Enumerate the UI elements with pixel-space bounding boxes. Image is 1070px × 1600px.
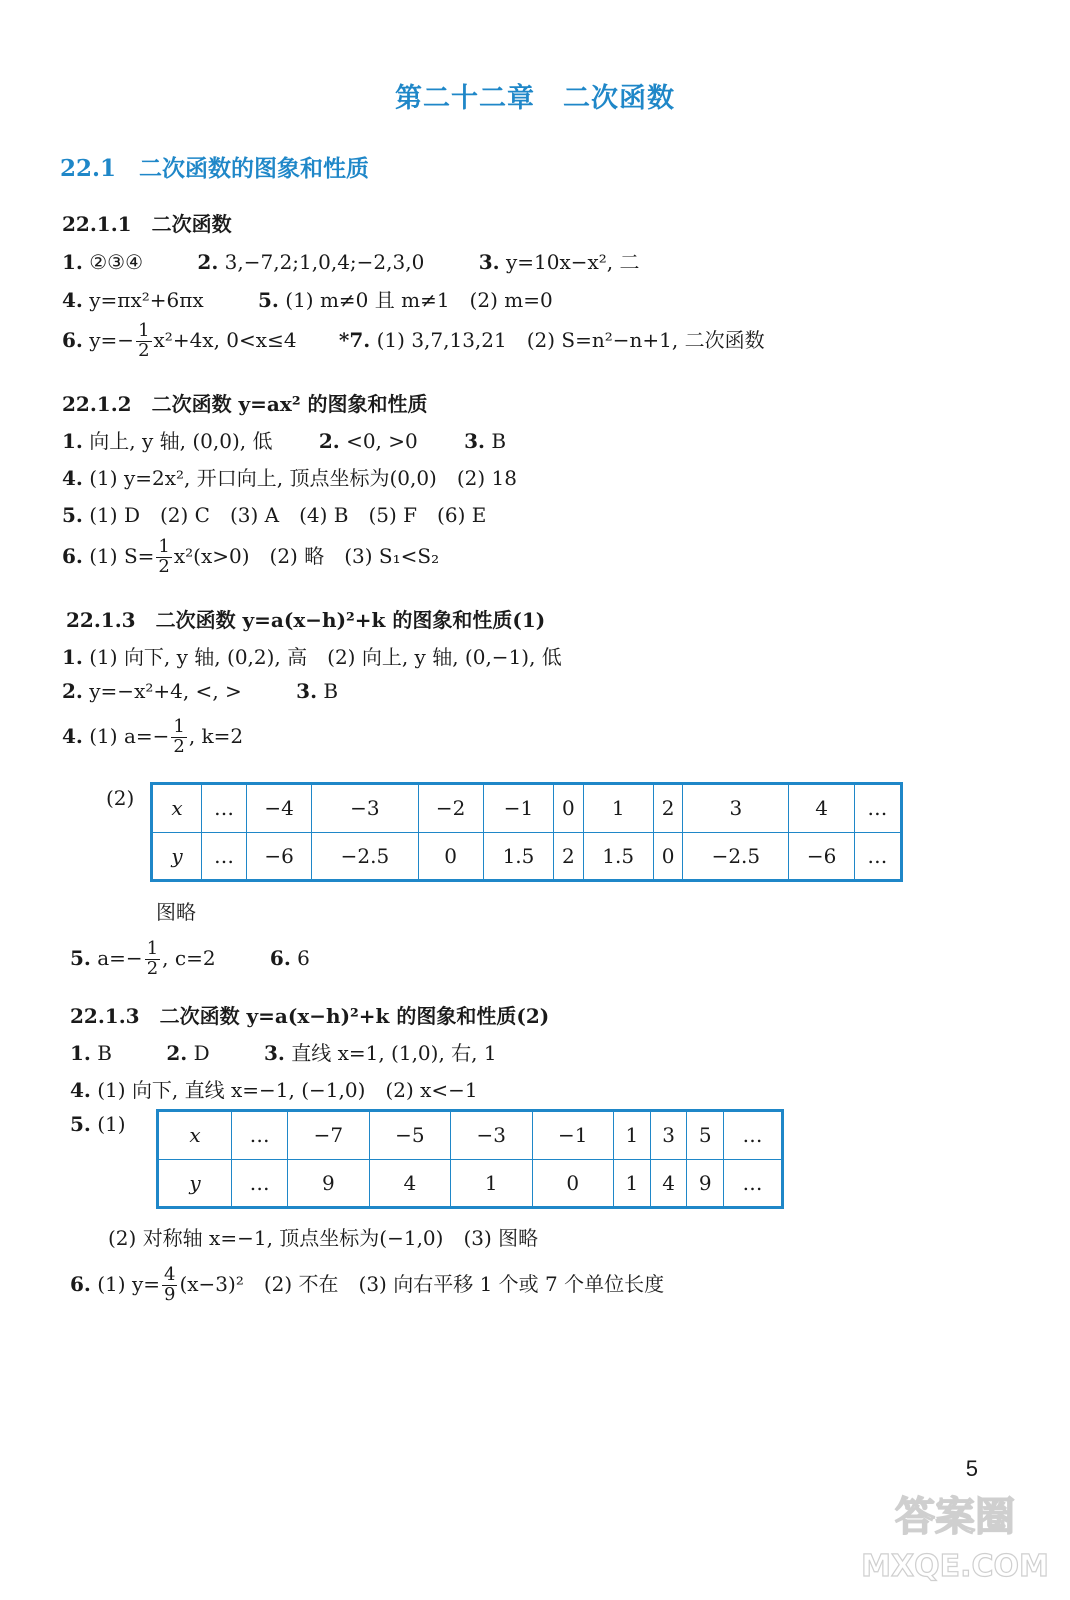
- question-number: 6.: [269, 945, 291, 970]
- answer-line: [62, 284, 553, 313]
- numerator: 1: [138, 320, 150, 341]
- table-cell: 0: [532, 1159, 613, 1208]
- table-label: (2): [106, 786, 135, 810]
- table-cell: 0: [554, 784, 583, 833]
- subsection-heading: 22.1.3 二次函数 y=a(x−h)²+k 的图象和性质(2): [70, 1004, 550, 1028]
- answer-text: B: [323, 679, 339, 703]
- answer-text: 直线 x=1, (1,0), 右, 1: [291, 1041, 497, 1065]
- question-number: 3.: [296, 679, 318, 703]
- answer-text: (1) y=2x², 开口向上, 顶点坐标为(0,0) (2) 18: [89, 466, 517, 490]
- denominator: 2: [146, 957, 159, 979]
- answer-line: [62, 718, 243, 757]
- fraction: [145, 940, 160, 979]
- question-number: 2.: [166, 1041, 188, 1065]
- answer-text: ②③④: [89, 250, 144, 274]
- answer-text: (2) 对称轴 x=−1, 顶点坐标为(−1,0) (3) 图略: [108, 1226, 539, 1250]
- question-number: 2.: [197, 250, 219, 274]
- fraction: [162, 1266, 177, 1305]
- answer-text: (1) 向下, 直线 x=−1, (−1,0) (2) x<−1: [97, 1078, 478, 1102]
- fraction: [136, 322, 151, 361]
- question-number: 5.: [70, 1112, 91, 1136]
- question-number: 4.: [62, 288, 83, 312]
- question-number: 4.: [62, 723, 83, 748]
- question-number: 4.: [70, 1078, 91, 1102]
- answer-text: y=10x−x², 二: [505, 250, 640, 274]
- table-cell: …: [232, 1111, 288, 1160]
- numerator: 1: [173, 716, 185, 737]
- table-cell: 3: [650, 1111, 687, 1160]
- answer-text: (1) a=−: [89, 723, 170, 748]
- table-cell: 2: [653, 784, 682, 833]
- table-cell: −5: [369, 1111, 450, 1160]
- table-cell: …: [232, 1159, 288, 1208]
- denominator: 2: [138, 339, 150, 361]
- table-cell: 1: [583, 784, 653, 833]
- answer-line: [70, 1074, 478, 1103]
- answer-line: [70, 1112, 126, 1136]
- answer-text: y=−: [89, 327, 135, 352]
- answer-line: [62, 322, 765, 361]
- table-cell: 1.5: [583, 832, 653, 881]
- table-cell: 1: [614, 1159, 651, 1208]
- value-table: [150, 782, 903, 882]
- question-number: 3.: [478, 250, 500, 274]
- answer-text: (x−3)² (2) 不在 (3) 向右平移 1 个或 7 个单位长度: [179, 1271, 665, 1296]
- section-title: 22.1 二次函数的图象和性质: [60, 155, 370, 182]
- numerator: 1: [146, 938, 159, 959]
- answer-text: , k=2: [188, 723, 244, 748]
- answer-text: <0, >0: [346, 429, 418, 453]
- denominator: 2: [158, 555, 170, 577]
- table-cell: 3: [683, 784, 789, 833]
- table-cell: 0: [653, 832, 682, 881]
- answer-text: B: [97, 1041, 112, 1065]
- table-cell: 4: [650, 1159, 687, 1208]
- table-cell: −6: [246, 832, 311, 881]
- value-table: [156, 1109, 784, 1209]
- answer-line: [70, 1037, 497, 1066]
- table-cell: −1: [483, 784, 553, 833]
- table-cell: −1: [532, 1111, 613, 1160]
- table-row: [158, 1159, 783, 1208]
- fraction: [171, 718, 186, 757]
- question-number: 5.: [62, 503, 83, 527]
- table-cell: 1.5: [483, 832, 553, 881]
- table-cell: −3: [451, 1111, 532, 1160]
- answer-text: (1): [97, 1112, 126, 1136]
- answer-text: a=−: [97, 945, 143, 970]
- answer-text: (1) 向下, y 轴, (0,2), 高 (2) 向上, y 轴, (0,−1), 低: [89, 645, 562, 669]
- table-row: [158, 1111, 783, 1160]
- page-number: 5: [965, 1456, 978, 1481]
- numerator: 4: [164, 1264, 176, 1285]
- table-cell: 9: [687, 1159, 724, 1208]
- question-number: 1.: [62, 429, 83, 453]
- answer-line: [62, 462, 517, 491]
- table-header-cell: x: [152, 784, 202, 833]
- answer-line: [108, 1222, 538, 1251]
- answer-line: [70, 1266, 664, 1305]
- table-cell: −4: [246, 784, 311, 833]
- answer-line: [62, 246, 640, 275]
- question-number: 1.: [62, 250, 83, 274]
- watermark-logo: [860, 1478, 1050, 1588]
- answer-text: (1) D (2) C (3) A (4) B (5) F (6) E: [89, 503, 487, 527]
- answer-text: (1) S=: [89, 543, 155, 568]
- answer-text: x²+4x, 0<x≤4: [153, 327, 297, 352]
- denominator: 2: [173, 735, 185, 757]
- question-number: 3.: [464, 429, 486, 453]
- answer-text: 向上, y 轴, (0,0), 低: [89, 429, 273, 453]
- table-cell: 4: [369, 1159, 450, 1208]
- table-cell: −3: [312, 784, 418, 833]
- question-number: 6.: [62, 327, 83, 352]
- subsection-heading: 22.1.1 二次函数: [62, 212, 232, 236]
- answer-text: x²(x>0) (2) 略 (3) S₁<S₂: [173, 543, 440, 568]
- table-cell: −6: [789, 832, 854, 881]
- question-number: 2.: [318, 429, 340, 453]
- answer-line: [62, 425, 506, 454]
- answer-text: B: [491, 429, 507, 453]
- answer-text: y=πx²+6πx: [89, 288, 204, 312]
- table-row: [152, 832, 902, 881]
- question-number: 4.: [62, 466, 83, 490]
- answer-line: [62, 679, 338, 703]
- answer-line: [70, 940, 310, 979]
- answer-text: (1) m≠0 且 m≠1 (2) m=0: [285, 288, 553, 312]
- table-cell: …: [724, 1159, 783, 1208]
- answer-line: [62, 499, 486, 528]
- table-cell: …: [202, 784, 247, 833]
- answer-text: (1) y=: [97, 1271, 160, 1296]
- watermark-text: MXQE.COM: [861, 1549, 1049, 1584]
- answer-text: (1) 3,7,13,21 (2) S=n²−n+1, 二次函数: [376, 327, 765, 352]
- table-cell: 0: [418, 832, 483, 881]
- answer-text: D: [193, 1041, 210, 1065]
- table-cell: −2: [418, 784, 483, 833]
- table-header-cell: y: [152, 832, 202, 881]
- subsection-heading: 22.1.3 二次函数 y=a(x−h)²+k 的图象和性质(1): [66, 608, 546, 632]
- numerator: 1: [158, 536, 170, 557]
- table-cell: 4: [789, 784, 854, 833]
- table-cell: …: [854, 832, 901, 881]
- table-cell: …: [724, 1111, 783, 1160]
- table-cell: −2.5: [312, 832, 418, 881]
- table-cell: 9: [288, 1159, 369, 1208]
- answer-text: 3,−7,2;1,0,4;−2,3,0: [224, 250, 425, 274]
- answer-text: y=−x²+4, <, >: [89, 679, 242, 703]
- question-number: *7.: [338, 327, 371, 352]
- denominator: 9: [164, 1283, 176, 1305]
- table-cell: …: [202, 832, 247, 881]
- table-header-cell: y: [158, 1159, 232, 1208]
- question-number: 5.: [258, 288, 279, 312]
- question-number: 6.: [62, 543, 83, 568]
- question-number: 1.: [70, 1041, 91, 1065]
- table-cell: −2.5: [683, 832, 789, 881]
- note-text: 图略: [156, 900, 196, 924]
- question-number: 6.: [70, 1271, 91, 1296]
- answer-line: [62, 641, 562, 670]
- table-cell: 2: [554, 832, 583, 881]
- table-row: [152, 784, 902, 833]
- question-number: 3.: [263, 1041, 285, 1065]
- fraction: [156, 538, 171, 577]
- watermark-text: 答案圈: [895, 1494, 1015, 1540]
- table-cell: 1: [614, 1111, 651, 1160]
- table-cell: …: [854, 784, 901, 833]
- question-number: 1.: [62, 645, 83, 669]
- table-cell: −7: [288, 1111, 369, 1160]
- question-number: 5.: [70, 945, 91, 970]
- answer-text: 6: [297, 945, 310, 970]
- table-header-cell: x: [158, 1111, 232, 1160]
- answer-line: [62, 538, 439, 577]
- subsection-heading: 22.1.2 二次函数 y=ax² 的图象和性质: [62, 392, 428, 416]
- table-cell: 5: [687, 1111, 724, 1160]
- table-cell: 1: [451, 1159, 532, 1208]
- answer-text: , c=2: [162, 945, 216, 970]
- chapter-title: 第二十二章 二次函数: [395, 83, 675, 114]
- question-number: 2.: [62, 679, 83, 703]
